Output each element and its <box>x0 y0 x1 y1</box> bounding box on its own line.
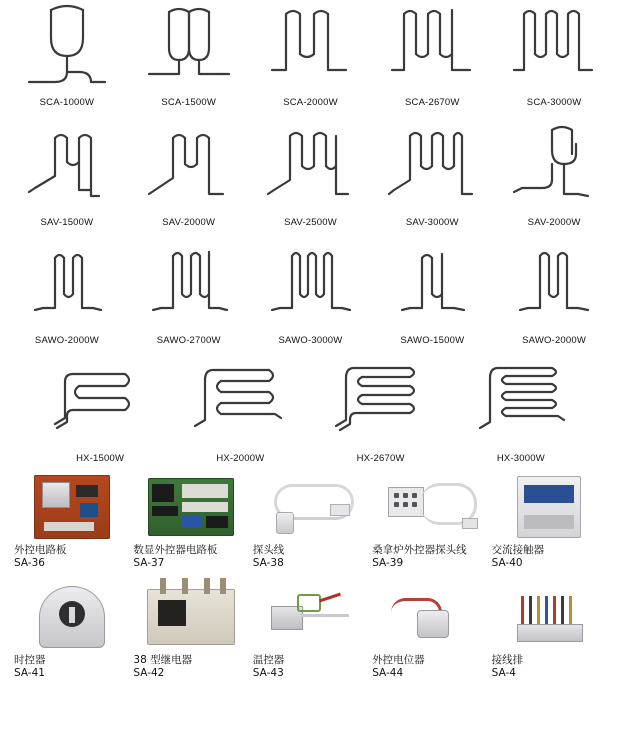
part-code: SA-44 <box>372 667 404 679</box>
parts-section <box>0 474 621 680</box>
part-item <box>253 474 368 570</box>
heater-code: SAWO-3000W <box>278 335 343 346</box>
heater-code: SCA-2670W <box>404 97 460 108</box>
heater-code: SCA-2000W <box>283 97 338 108</box>
heater-code: SAWO-2000W <box>522 335 587 346</box>
heater-code: SCA-1500W <box>161 97 216 108</box>
heater-element-drawing <box>21 242 113 328</box>
part-item <box>492 584 607 680</box>
heater-element-drawing <box>143 242 235 328</box>
part-item <box>14 474 129 570</box>
heater-item <box>170 360 310 464</box>
heater-element-drawing <box>386 124 478 210</box>
heater-row-sca <box>0 4 621 108</box>
heater-item <box>30 360 170 464</box>
heater-element-drawing <box>21 4 113 90</box>
part-name: 38 型继电器 <box>133 654 193 666</box>
heater-element-drawing <box>264 4 356 90</box>
heater-element-drawing <box>21 124 113 210</box>
heater-element-drawing <box>264 124 356 210</box>
heater-item <box>128 242 250 346</box>
heater-item <box>371 124 493 228</box>
parts-row-2 <box>14 584 607 680</box>
part-code: SA-36 <box>14 557 45 569</box>
timer-photo <box>14 584 129 650</box>
terminal-strip-photo <box>492 584 607 650</box>
heater-code: SAV-1500W <box>40 217 94 228</box>
part-name: 温控器 <box>252 654 285 666</box>
heater-element-drawing <box>508 4 600 90</box>
digital-pcb-photo <box>133 474 248 540</box>
control-board-photo <box>14 474 129 540</box>
heater-row-sawo <box>0 242 621 346</box>
part-name: 交流接触器 <box>491 544 545 556</box>
part-name: 数显外控器电路板 <box>133 544 218 556</box>
heater-item <box>371 242 493 346</box>
heater-item <box>493 242 615 346</box>
heater-element-drawing <box>466 360 576 446</box>
sauna-controller-probe-photo <box>372 474 487 540</box>
heater-item <box>6 4 128 108</box>
heater-code: SAV-2000W <box>527 217 581 228</box>
part-item <box>133 474 248 570</box>
heater-item <box>371 4 493 108</box>
heater-row-hx <box>0 360 621 464</box>
heater-element-drawing <box>508 242 600 328</box>
heater-item <box>6 242 128 346</box>
heater-element-drawing <box>386 4 478 90</box>
part-item <box>14 584 129 680</box>
heater-item <box>6 124 128 228</box>
heater-code: SCA-1000W <box>39 97 95 108</box>
probe-cable-photo <box>253 474 368 540</box>
heater-code: HX-2670W <box>356 453 405 464</box>
heater-item <box>451 360 591 464</box>
heater-element-drawing <box>264 242 356 328</box>
part-item <box>372 474 487 570</box>
heater-code: SCA-3000W <box>526 97 582 108</box>
part-code: SA-38 <box>252 557 284 569</box>
heater-code: SAWO-2000W <box>34 335 99 346</box>
heater-element-drawing <box>143 124 235 210</box>
heater-element-drawing <box>386 242 478 328</box>
heater-element-drawing <box>185 360 295 446</box>
heater-item <box>250 242 372 346</box>
thermostat-photo <box>253 584 368 650</box>
part-code: SA-42 <box>133 667 165 679</box>
heater-code: HX-2000W <box>216 453 265 464</box>
heater-code: SAV-3000W <box>405 217 459 228</box>
part-item <box>133 584 248 680</box>
heater-item <box>128 124 250 228</box>
heater-code: SAWO-2700W <box>156 335 221 346</box>
heater-element-drawing <box>143 4 235 90</box>
heater-code: SAV-2500W <box>284 217 337 228</box>
part-code: SA-41 <box>14 667 45 679</box>
heater-code: HX-1500W <box>76 453 125 464</box>
potentiometer-photo <box>372 584 487 650</box>
part-name: 探头线 <box>252 544 285 556</box>
part-code: SA-37 <box>133 557 165 569</box>
heater-item <box>128 4 250 108</box>
heater-item <box>493 4 615 108</box>
parts-row-1 <box>14 474 607 570</box>
part-code: SA-39 <box>372 557 404 569</box>
heater-item <box>250 124 372 228</box>
heater-element-drawing <box>45 360 155 446</box>
heater-row-sav <box>0 124 621 228</box>
part-name: 接线排 <box>491 654 524 666</box>
catalog-sheet <box>0 4 621 742</box>
relay-photo <box>133 584 248 650</box>
part-item <box>492 474 607 570</box>
heater-item <box>493 124 615 228</box>
heater-code: HX-3000W <box>496 453 545 464</box>
part-code: SA-43 <box>252 667 284 679</box>
part-code: SA-4 <box>491 667 516 679</box>
part-name: 外控电路板 <box>14 544 67 556</box>
ac-contactor-photo <box>492 474 607 540</box>
part-name: 外控电位器 <box>372 654 425 666</box>
part-name: 时控器 <box>14 654 46 666</box>
heater-element-drawing <box>326 360 436 446</box>
heater-item <box>250 4 372 108</box>
part-name: 桑拿炉外控器探头线 <box>372 544 467 556</box>
part-item <box>253 584 368 680</box>
part-item <box>372 584 487 680</box>
heater-item <box>311 360 451 464</box>
heater-code: SAV-2000W <box>162 217 216 228</box>
part-code: SA-40 <box>491 557 523 569</box>
heater-code: SAWO-1500W <box>400 335 465 346</box>
heater-element-drawing <box>508 124 600 210</box>
